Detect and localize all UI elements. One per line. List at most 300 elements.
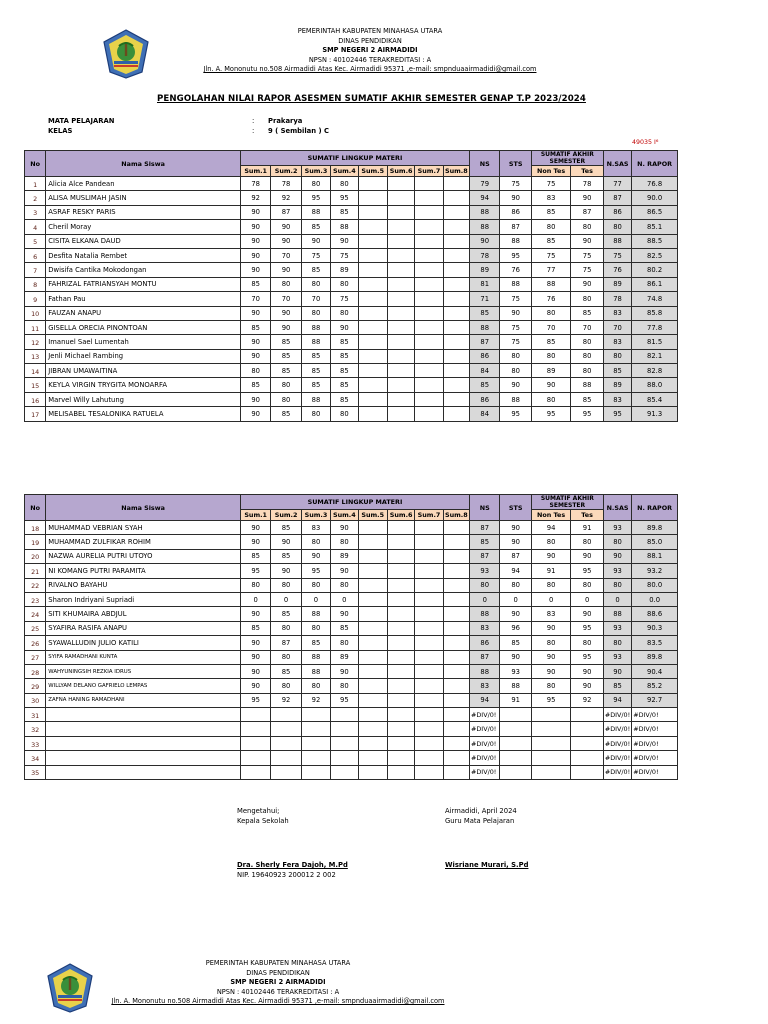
nsas-value: 80	[603, 578, 631, 592]
sum-score-2: 90	[271, 320, 301, 334]
tes-value: 92	[571, 693, 603, 707]
col-sum8: Sum.8	[445, 511, 468, 519]
sum-score-2: 87	[271, 205, 301, 219]
row-no: 35	[25, 765, 46, 779]
sum-score-8	[443, 277, 469, 291]
ns-value: 88	[470, 607, 500, 621]
sum-score-2	[271, 765, 301, 779]
sum-score-6	[387, 564, 414, 578]
ns-value: 88	[470, 205, 500, 219]
sum-score-8	[443, 607, 469, 621]
sum-score-5	[358, 549, 387, 563]
table-row	[25, 521, 678, 535]
row-no: 25	[25, 621, 46, 635]
col-ns: NS	[470, 495, 500, 521]
sum-score-7	[415, 592, 443, 606]
sum-score-1	[240, 708, 270, 722]
gov-line: PEMERINTAH KABUPATEN MINAHASA UTARA	[297, 27, 443, 35]
sum-score-6	[387, 349, 414, 363]
sts-value: 88	[500, 277, 531, 291]
sum-score-2: 80	[271, 378, 301, 392]
principal-nip: NIP. 19640923 200012 2 002	[237, 870, 336, 879]
non-tes-value: 90	[531, 378, 571, 392]
sum-score-4: 89	[331, 549, 358, 563]
sum-score-2: 90	[271, 306, 301, 320]
non-tes-value: 80	[531, 392, 571, 406]
sum-score-6	[387, 736, 414, 750]
student-name	[46, 722, 241, 736]
ns-value: 78	[470, 248, 500, 262]
nrapor-value: 85.4	[632, 392, 678, 406]
sum-score-3	[301, 751, 330, 765]
sum-score-2: 92	[271, 191, 301, 205]
ns-value: #DIV/0!	[470, 708, 500, 722]
sum-score-4: 88	[331, 220, 358, 234]
nsas-value: 93	[603, 650, 631, 664]
sum-score-3: 95	[301, 564, 330, 578]
nrapor-value: 85.0	[632, 535, 678, 549]
sum-score-4: 85	[331, 349, 358, 363]
sum-score-8	[443, 736, 469, 750]
sum-score-7	[415, 751, 443, 765]
sum-score-1: 90	[240, 205, 270, 219]
row-no: 12	[25, 335, 46, 349]
sum-score-2: 90	[271, 234, 301, 248]
sum-score-3: 83	[301, 521, 330, 535]
sum-score-6	[387, 306, 414, 320]
sum-score-1: 85	[240, 277, 270, 291]
sum-score-1	[240, 722, 270, 736]
sts-value: 90	[500, 521, 531, 535]
sum-score-2: 80	[271, 578, 301, 592]
sum-score-8	[443, 292, 469, 306]
sum-score-4: 85	[331, 205, 358, 219]
student-name: ALISA MUSLIMAH JASIN	[46, 191, 241, 205]
student-name	[46, 765, 241, 779]
table-row	[25, 693, 678, 707]
school-name: SMP NEGERI 2 AIRMADIDI	[322, 46, 418, 55]
non-tes-value: 80	[531, 578, 571, 592]
sum-score-4: 85	[331, 364, 358, 378]
non-tes-value	[531, 751, 571, 765]
sum-score-3: 92	[301, 693, 330, 707]
nsas-value: #DIV/0!	[603, 736, 631, 750]
sum-score-7	[415, 220, 443, 234]
sum-score-6	[387, 205, 414, 219]
footer-gov-line: PEMERINTAH KABUPATEN MINAHASA UTARA	[205, 959, 351, 967]
sum-score-6	[387, 549, 414, 563]
sum-score-6	[387, 578, 414, 592]
sum-score-7	[415, 407, 443, 421]
col-sum5: Sum.5	[358, 166, 387, 177]
sum-score-4: 90	[331, 664, 358, 678]
ns-value: 90	[470, 234, 500, 248]
non-tes-value: 70	[531, 320, 571, 334]
sum-score-7	[415, 650, 443, 664]
ns-value: 87	[470, 549, 500, 563]
nsas-value: #DIV/0!	[603, 751, 631, 765]
col-no: No	[25, 151, 46, 177]
tes-value: 90	[571, 664, 603, 678]
sum-score-3: 80	[301, 679, 330, 693]
sum-score-1: 90	[240, 521, 270, 535]
tes-value	[571, 708, 603, 722]
footer-school-name: SMP NEGERI 2 AIRMADIDI	[230, 978, 326, 987]
sum-score-8	[443, 191, 469, 205]
sum-score-6	[387, 650, 414, 664]
sum-score-5	[358, 693, 387, 707]
student-name	[46, 708, 241, 722]
sts-value	[500, 708, 531, 722]
nsas-value: #DIV/0!	[603, 708, 631, 722]
sum-score-2: 85	[271, 549, 301, 563]
student-name	[46, 751, 241, 765]
sum-score-1: 92	[240, 191, 270, 205]
nrapor-value: 91.3	[632, 407, 678, 421]
sum-score-1: 90	[240, 664, 270, 678]
sum-score-2: 80	[271, 650, 301, 664]
sum-score-8	[443, 335, 469, 349]
table-row	[25, 292, 678, 306]
nsas-value: 83	[603, 335, 631, 349]
sum-score-3: 0	[301, 592, 330, 606]
sum-score-8	[443, 306, 469, 320]
sum-score-5	[358, 751, 387, 765]
sum-score-4	[331, 751, 358, 765]
sum-score-6	[387, 392, 414, 406]
nrapor-value: #DIV/0!	[632, 751, 678, 765]
student-name: Dwisifa Cantika Mokodongan	[46, 263, 241, 277]
nsas-value: 78	[603, 292, 631, 306]
nsas-value: 70	[603, 320, 631, 334]
teacher-block	[445, 861, 528, 871]
row-no: 5	[25, 234, 46, 248]
mapel-label: MATA PELAJARAN	[48, 117, 115, 125]
sum-score-7	[415, 205, 443, 219]
sum-score-1: 90	[240, 335, 270, 349]
table-row	[25, 407, 678, 421]
school-logo-icon-footer	[46, 962, 94, 1014]
sum-score-4: 85	[331, 621, 358, 635]
col-sts: STS	[500, 151, 531, 177]
tes-value	[571, 765, 603, 779]
nrapor-value: 81.5	[632, 335, 678, 349]
ns-value: 86	[470, 636, 500, 650]
row-no: 15	[25, 378, 46, 392]
sum-score-4: 0	[331, 592, 358, 606]
tes-value	[571, 736, 603, 750]
sum-score-6	[387, 234, 414, 248]
sum-score-5	[358, 535, 387, 549]
sts-value: 85	[500, 636, 531, 650]
non-tes-value	[531, 722, 571, 736]
sum-score-6	[387, 636, 414, 650]
tes-value: 90	[571, 679, 603, 693]
nsas-value: 80	[603, 220, 631, 234]
tes-value: 95	[571, 564, 603, 578]
footer-dept-line: DINAS PENDIDIKAN	[246, 968, 310, 977]
row-no: 8	[25, 277, 46, 291]
sum-score-1: 85	[240, 378, 270, 392]
table-row	[25, 277, 678, 291]
row-no: 31	[25, 708, 46, 722]
table-row	[25, 364, 678, 378]
sum-score-3	[301, 708, 330, 722]
sum-score-1: 90	[240, 263, 270, 277]
nsas-value: 80	[603, 349, 631, 363]
sum-score-8	[443, 765, 469, 779]
student-name: JIBRAN UMAWAITINA	[46, 364, 241, 378]
sum-score-4: 89	[331, 650, 358, 664]
sts-value: 90	[500, 607, 531, 621]
row-no: 19	[25, 535, 46, 549]
sts-value: 80	[500, 349, 531, 363]
student-name: Sharon Indriyani Supriadi	[46, 592, 241, 606]
table-row	[25, 349, 678, 363]
row-no: 7	[25, 263, 46, 277]
tes-value: 80	[571, 364, 603, 378]
non-tes-value: 85	[531, 335, 571, 349]
non-tes-value: 75	[531, 177, 571, 191]
sum-score-7	[415, 664, 443, 678]
sum-score-5	[358, 234, 387, 248]
col-nrapor: N. RAPOR	[632, 151, 678, 177]
col-sum7: Sum.7	[415, 510, 443, 521]
table-row	[25, 191, 678, 205]
sum-score-1: 90	[240, 220, 270, 234]
sum-score-7	[415, 693, 443, 707]
nsas-value: 94	[603, 693, 631, 707]
sum-score-8	[443, 407, 469, 421]
sum-score-4: 80	[331, 679, 358, 693]
tes-value: 90	[571, 191, 603, 205]
table-row	[25, 679, 678, 693]
col-sum1: Sum.1	[240, 510, 270, 521]
nrapor-value: 92.7	[632, 693, 678, 707]
col-non-tes: Non Tes	[531, 166, 571, 177]
nrapor-value: 88.0	[632, 378, 678, 392]
col-sts: STS	[500, 495, 531, 521]
sum-score-6	[387, 220, 414, 234]
non-tes-value: 90	[531, 621, 571, 635]
page-title: PENGOLAHAN NILAI RAPOR ASESMEN SUMATIF AKHIR SEMESTER GENAP T.P 2023/2024	[157, 94, 586, 104]
sts-value: 90	[500, 191, 531, 205]
nrapor-value: #DIV/0!	[632, 722, 678, 736]
col-name: Nama Siswa	[46, 495, 241, 521]
nrapor-value: 77.8	[632, 320, 678, 334]
nsas-value: 80	[603, 636, 631, 650]
sum-score-8	[443, 751, 469, 765]
col-name: Nama Siswa	[46, 151, 241, 177]
kelas-label: KELAS	[48, 126, 73, 135]
tes-value: 90	[571, 607, 603, 621]
nsas-value: 88	[603, 607, 631, 621]
sum-score-7	[415, 736, 443, 750]
col-sas: SUMATIF AKHIR SEMESTER	[531, 151, 603, 166]
code-label: 49035 I⁶	[632, 139, 659, 146]
sum-score-3: 85	[301, 636, 330, 650]
sum-score-5	[358, 621, 387, 635]
sum-score-6	[387, 751, 414, 765]
sum-score-8	[443, 364, 469, 378]
sum-score-3: 85	[301, 378, 330, 392]
table-row	[25, 607, 678, 621]
col-sum1: Sum.1	[240, 166, 270, 177]
table-row	[25, 234, 678, 248]
non-tes-value: 77	[531, 263, 571, 277]
student-name: Marvel Willy Lahutung	[46, 392, 241, 406]
sum-score-5	[358, 592, 387, 606]
sum-score-6	[387, 378, 414, 392]
sum-score-4: 80	[331, 177, 358, 191]
sum-score-4: 80	[331, 535, 358, 549]
tes-value: 90	[571, 277, 603, 291]
sum-score-2: 90	[271, 263, 301, 277]
col-sum3: Sum.3	[301, 510, 330, 521]
non-tes-value: 95	[531, 407, 571, 421]
col-tes: Tes	[571, 166, 603, 177]
sum-score-7	[415, 248, 443, 262]
sts-value: 75	[500, 335, 531, 349]
sum-score-5	[358, 708, 387, 722]
col-non-tes: Non Tes	[531, 510, 571, 521]
sum-score-4	[331, 736, 358, 750]
sum-score-2: 85	[271, 335, 301, 349]
nsas-value: 89	[603, 378, 631, 392]
tes-value: 85	[571, 392, 603, 406]
sum-score-5	[358, 320, 387, 334]
letterhead	[190, 27, 550, 75]
sum-score-1: 70	[240, 292, 270, 306]
sum-score-4: 95	[331, 191, 358, 205]
non-tes-value: 90	[531, 650, 571, 664]
row-no: 10	[25, 306, 46, 320]
student-name: ASRAF RESKY PARIS	[46, 205, 241, 219]
sum-score-1: 80	[240, 578, 270, 592]
address-line: Jln. A. Mononutu no.508 Airmadidi Atas Kec. Airmadidi 95371 ,e-mail: smpnduaairmadidi@gmail.com	[203, 65, 537, 74]
sum-score-1: 90	[240, 306, 270, 320]
student-name: SITI KHUMAIRA ABDJUL	[46, 607, 241, 621]
nrapor-value: 90.3	[632, 621, 678, 635]
sum-score-5	[358, 679, 387, 693]
non-tes-value: 80	[531, 535, 571, 549]
student-name: Jenli Michael Rambing	[46, 349, 241, 363]
nrapor-value: 90.0	[632, 191, 678, 205]
tes-value: 90	[571, 549, 603, 563]
nrapor-value: #DIV/0!	[632, 765, 678, 779]
sum-score-7	[415, 708, 443, 722]
non-tes-value: 80	[531, 636, 571, 650]
nrapor-value: 88.5	[632, 234, 678, 248]
ns-value: #DIV/0!	[470, 751, 500, 765]
row-no: 33	[25, 736, 46, 750]
col-sas: SUMATIF AKHIR SEMESTER	[531, 495, 603, 510]
sum-score-8	[443, 693, 469, 707]
sum-score-3: 88	[301, 335, 330, 349]
col-sum5: Sum.5	[358, 510, 387, 521]
row-no: 30	[25, 693, 46, 707]
sum-score-3	[301, 765, 330, 779]
sum-score-2: 90	[271, 564, 301, 578]
sum-score-2	[271, 708, 301, 722]
non-tes-value: 90	[531, 549, 571, 563]
sum-score-6	[387, 708, 414, 722]
sts-value	[500, 765, 531, 779]
non-tes-value: 83	[531, 191, 571, 205]
sum-score-7	[415, 679, 443, 693]
sum-score-8	[443, 205, 469, 219]
sum-score-3: 88	[301, 650, 330, 664]
table-row	[25, 621, 678, 635]
sts-value: 94	[500, 564, 531, 578]
nsas-value: 90	[603, 664, 631, 678]
footer-npsn-line: NPSN : 40102446 TERAKREDITASI : A	[216, 987, 340, 996]
sts-value: 95	[500, 248, 531, 262]
sum-score-3: 80	[301, 407, 330, 421]
sts-value: 96	[500, 621, 531, 635]
sum-score-4: 85	[331, 335, 358, 349]
ns-value: 84	[470, 407, 500, 421]
table-row	[25, 664, 678, 678]
sum-score-8	[443, 578, 469, 592]
sum-score-8	[443, 177, 469, 191]
non-tes-value: 88	[531, 277, 571, 291]
sum-score-6	[387, 535, 414, 549]
teacher-name: Wisriane Murari, S.Pd	[445, 861, 529, 869]
sum-score-2: 80	[271, 277, 301, 291]
sum-score-5	[358, 521, 387, 535]
ns-value: 79	[470, 177, 500, 191]
nrapor-value: 90.4	[632, 664, 678, 678]
student-name: ZAFNA HANING RAMADHANI	[46, 693, 241, 707]
sum-score-6	[387, 263, 414, 277]
sum-score-8	[443, 521, 469, 535]
sum-score-1: 78	[240, 177, 270, 191]
non-tes-value: 75	[531, 248, 571, 262]
sts-value: 91	[500, 693, 531, 707]
student-name: WAHYUNINGSIH REZKIA IDRUS	[46, 664, 241, 678]
sts-value: 80	[500, 578, 531, 592]
non-tes-value: 90	[531, 664, 571, 678]
ns-value: 87	[470, 521, 500, 535]
sum-score-8	[443, 664, 469, 678]
sum-score-4	[331, 722, 358, 736]
sum-score-3: 80	[301, 621, 330, 635]
nsas-value: 77	[603, 177, 631, 191]
sum-score-5	[358, 306, 387, 320]
non-tes-value: 80	[531, 306, 571, 320]
sum-score-6	[387, 621, 414, 635]
sum-score-4: 90	[331, 607, 358, 621]
sum-score-8	[443, 549, 469, 563]
sum-score-8	[443, 378, 469, 392]
nrapor-value: 86.1	[632, 277, 678, 291]
sum-score-1: 90	[240, 636, 270, 650]
sum-score-2: 85	[271, 364, 301, 378]
sum-score-6	[387, 679, 414, 693]
sum-score-7	[415, 277, 443, 291]
sum-score-8	[443, 679, 469, 693]
table-row	[25, 549, 678, 563]
student-name: KEYLA VIRGIN TRYGITA MONOARFA	[46, 378, 241, 392]
non-tes-value: 85	[531, 234, 571, 248]
ns-value: 86	[470, 349, 500, 363]
tes-value: 87	[571, 205, 603, 219]
row-no: 21	[25, 564, 46, 578]
sum-score-4: 90	[331, 521, 358, 535]
sum-score-1: 90	[240, 248, 270, 262]
nsas-value: 90	[603, 549, 631, 563]
